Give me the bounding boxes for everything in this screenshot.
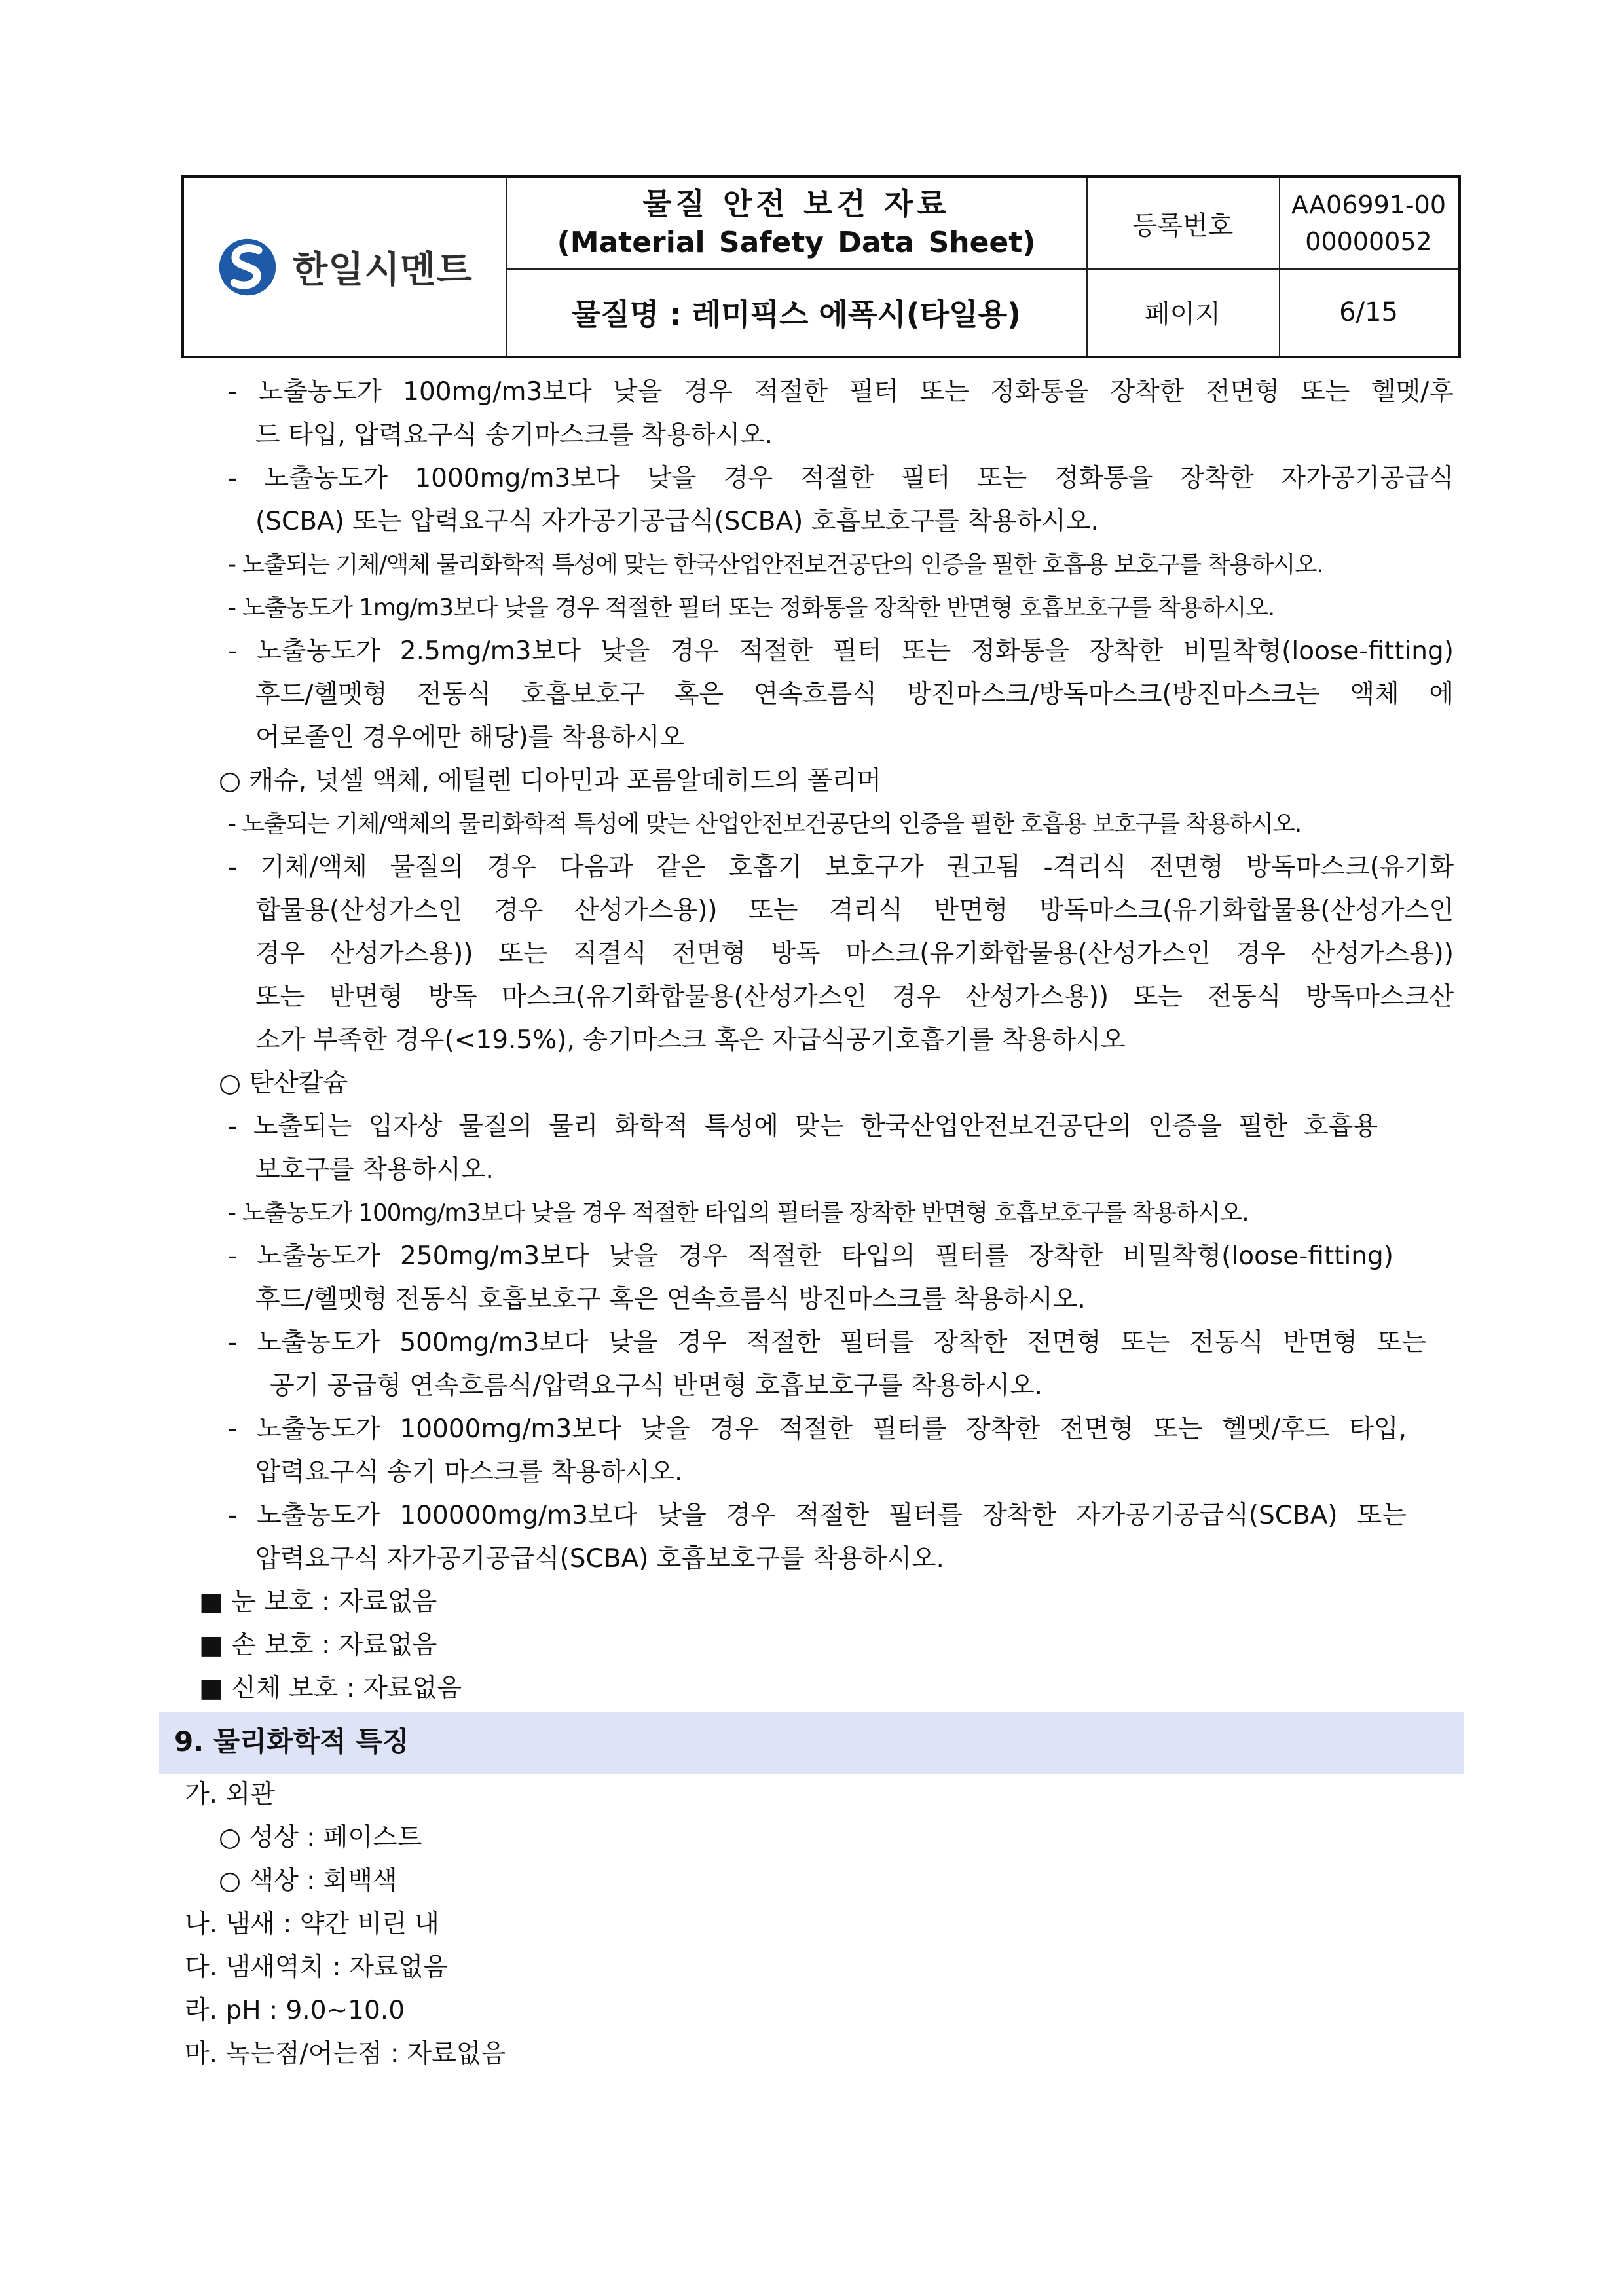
- property-line: 라. pH : 9.0~10.0: [185, 1996, 405, 2025]
- hanil-logo-icon: [217, 237, 278, 297]
- page-label: 페이지: [1145, 299, 1221, 329]
- body-line: 압력요구식 송기 마스크를 착용하시오.: [255, 1458, 683, 1487]
- body-line: - 노출농도가 500mg/m3보다 낮을 경우 적절한 필터를 장착한 전면형 또는 전동식 반면형 또는: [228, 1328, 1426, 1357]
- body-line: 후드/헬멧형 전동식 호흡보호구 혹은 연속흐름식 방진마스크/방독마스크(방진마스크는 액체 에: [255, 680, 1454, 709]
- body-line: ■ 손 보호 : 자료없음: [199, 1630, 437, 1660]
- document-title: [506, 178, 1086, 268]
- msds-header-table: [181, 175, 1461, 358]
- property-line: 다. 냄새역치 : 자료없음: [185, 1953, 448, 1982]
- body-line: 공기 공급형 연속흐름식/압력요구식 반면형 호흡보호구를 착용하시오.: [270, 1371, 1043, 1401]
- body-line: 보호구를 착용하시오.: [255, 1155, 494, 1184]
- body-line: - 노출농도가 10000mg/m3보다 낮을 경우 적절한 필터를 장착한 전면형 또는 헬멧/후드 타입,: [228, 1414, 1407, 1444]
- body-line: ■ 눈 보호 : 자료없음: [199, 1587, 437, 1617]
- body-line: 어로졸인 경우에만 해당)를 착용하시오: [255, 723, 685, 752]
- body-line: - 노출농도가 1mg/m3보다 낮을 경우 적절한 필터 또는 정화통을 장착한 반면형 호흡보호구를 착용하시오.: [228, 595, 1275, 621]
- property-line: 나. 냄새 : 약간 비린 내: [185, 1909, 439, 1939]
- body-line: 또는 반면형 방독 마스크(유기화합물용(산성가스인 경우 산성가스용)) 또는 전동식 방독마스크산: [255, 982, 1454, 1012]
- title-korean: 물질 안전 보건 자료: [642, 186, 950, 221]
- body-line: 후드/헬멧형 전동식 호흡보호구 혹은 연속흐름식 방진마스크를 착용하시오.: [255, 1285, 1086, 1314]
- property-line: ○ 색상 : 회백색: [219, 1866, 397, 1896]
- company-name: 한일시멘트: [292, 248, 473, 291]
- body-line: - 기체/액체 물질의 경우 다음과 같은 호흡기 보호구가 권고됨 -격리식 전면형 방독마스크(유기화: [228, 853, 1454, 882]
- body-line: - 노출되는 입자상 물질의 물리 화학적 특성에 맞는 한국산업안전보건공단의 인증을 필한 호흡용: [228, 1112, 1378, 1141]
- body-line: - 노출되는 기체/액체의 물리화학적 특성에 맞는 산업안전보건공단의 인증을 필한 호흡용 보호구를 착용하시오.: [228, 811, 1301, 837]
- body-line: - 노출농도가 100mg/m3보다 낮을 경우 적절한 필터 또는 정화통을 장착한 전면형 또는 헬멧/후: [228, 377, 1454, 407]
- page-number: 6/15: [1339, 297, 1398, 327]
- company-logo: [184, 178, 506, 356]
- body-line: - 노출농도가 250mg/m3보다 낮을 경우 적절한 타입의 필터를 장착한 비밀착형(loose-fitting): [228, 1241, 1393, 1271]
- property-line: ○ 성상 : 페이스트: [219, 1823, 422, 1852]
- body-line: ■ 신체 보호 : 자료없음: [199, 1674, 462, 1703]
- body-line: (SCBA) 또는 압력요구식 자가공기공급식(SCBA) 호흡보호구를 착용하시오.: [255, 507, 1099, 536]
- registration-number: [1279, 178, 1458, 268]
- body-line: - 노출농도가 1000mg/m3보다 낮을 경우 적절한 필터 또는 정화통을 장착한 자가공기공급식: [228, 464, 1454, 493]
- body-line: 드 타입, 압력요구식 송기마스크를 착용하시오.: [255, 420, 773, 450]
- body-line: - 노출농도가 100000mg/m3보다 낮을 경우 적절한 필터를 장착한 자가공기공급식(SCBA) 또는: [228, 1501, 1407, 1530]
- title-english: (Material Safety Data Sheet): [557, 226, 1036, 259]
- body-line: - 노출농도가 100mg/m3보다 낮을 경우 적절한 타입의 필터를 장착한 반면형 호흡보호구를 착용하시오.: [228, 1200, 1249, 1226]
- body-line: 경우 산성가스용)) 또는 직결식 전면형 방독 마스크(유기화합물용(산성가스인 경우 산성가스용)): [255, 939, 1454, 968]
- property-line: 마. 녹는점/어는점 : 자료없음: [185, 2039, 506, 2068]
- registration-label: 등록번호: [1132, 210, 1234, 241]
- body-line: - 노출농도가 2.5mg/m3보다 낮을 경우 적절한 필터 또는 정화통을 장착한 비밀착형(loose-fitting): [228, 636, 1454, 666]
- body-line: 합물용(산성가스인 경우 산성가스용)) 또는 격리식 반면형 방독마스크(유기화합물용(산성가스인: [255, 896, 1454, 925]
- body-line: - 노출되는 기체/액체 물리화학적 특성에 맞는 한국산업안전보건공단의 인증을 필한 호흡용 보호구를 착용하시오.: [228, 551, 1323, 578]
- body-line: 소가 부족한 경우(<19.5%), 송기마스크 혹은 자급식공기호흡기를 착용하시오: [255, 1025, 1126, 1055]
- registration-number-line2: 00000052: [1305, 227, 1432, 256]
- body-line: 압력요구식 자가공기공급식(SCBA) 호흡보호구를 착용하시오.: [255, 1544, 944, 1573]
- body-line: ○ 탄산칼슘: [219, 1069, 348, 1098]
- body-line: ○ 캐슈, 넛셀 액체, 에틸렌 디아민과 포름알데히드의 폴리머: [219, 766, 882, 796]
- section-title: 9. 물리화학적 특징: [174, 1725, 409, 1757]
- substance-name: 물질명 : 레미픽스 에폭시(타일용): [571, 296, 1022, 332]
- registration-number-line1: AA06991-00: [1291, 191, 1446, 219]
- property-line: 가. 외관: [185, 1780, 275, 1809]
